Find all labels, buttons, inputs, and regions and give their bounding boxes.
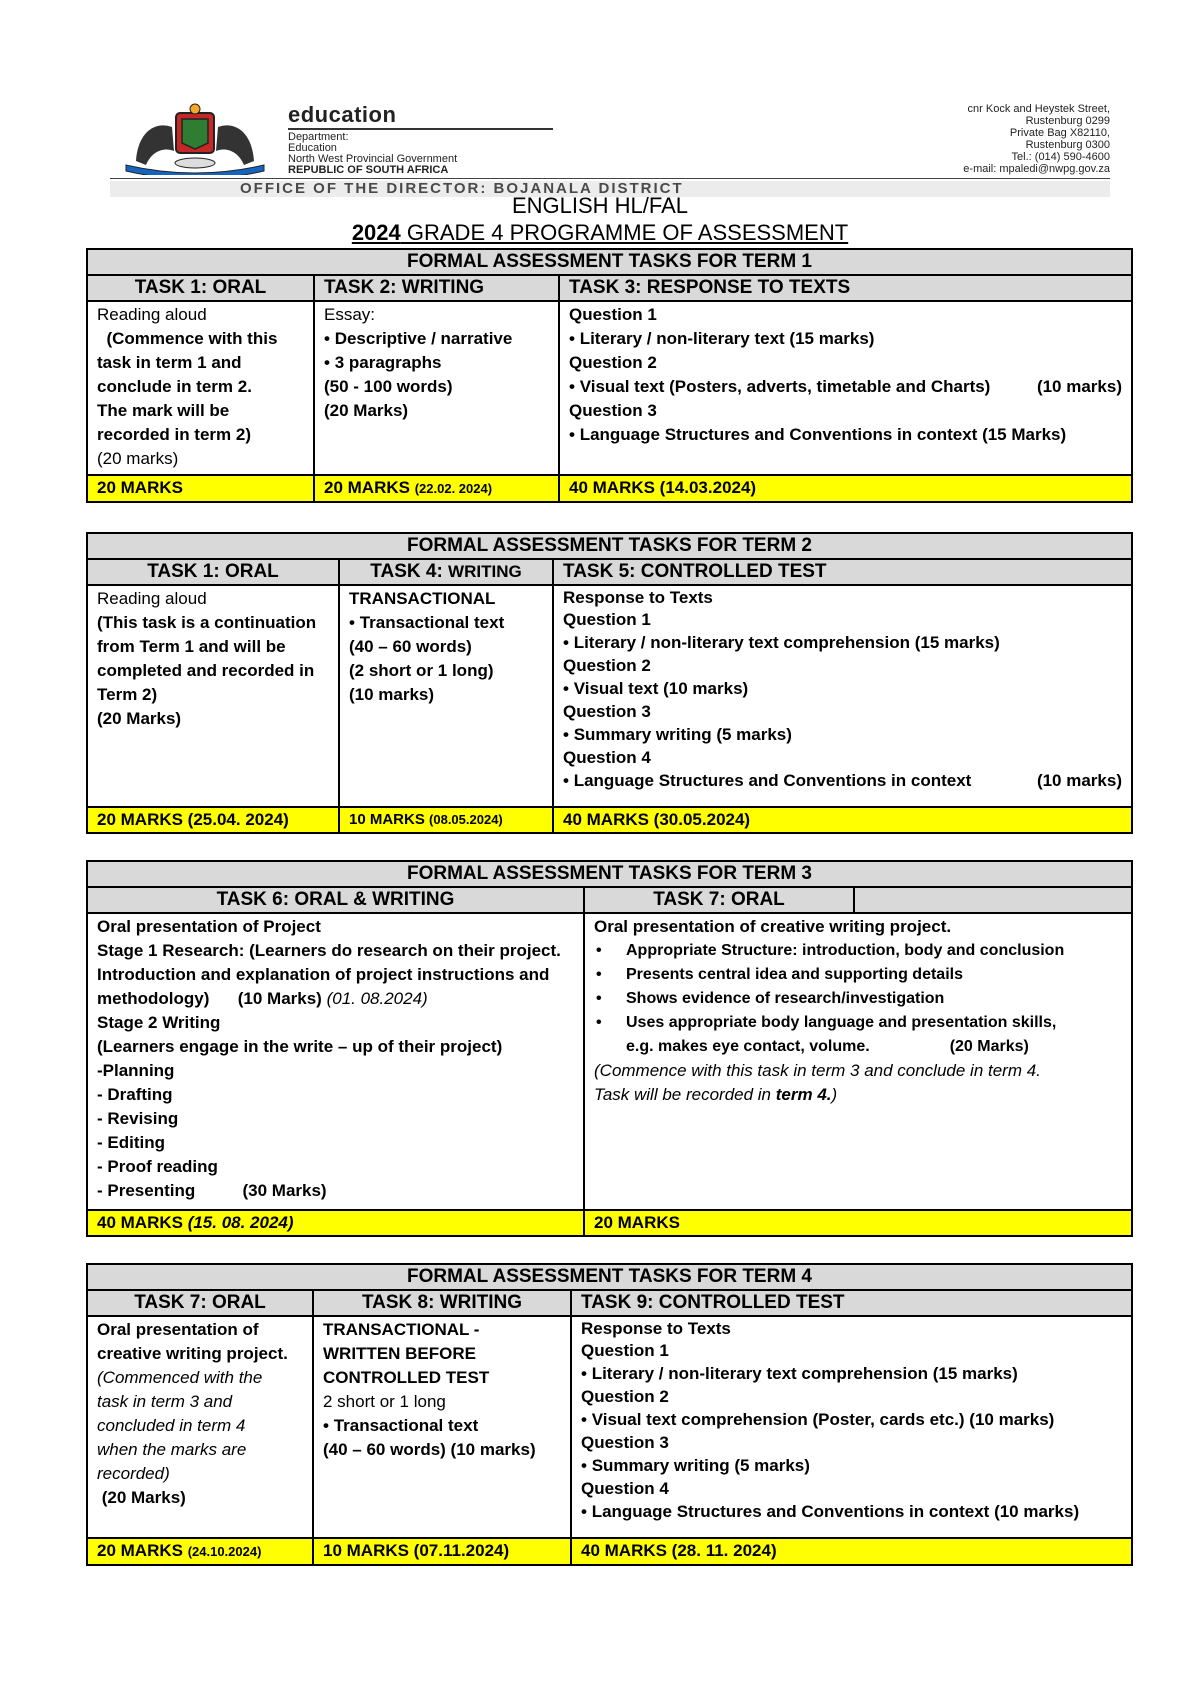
- cell-line: concluded in term 4: [97, 1416, 246, 1435]
- cell-line: methodology): [97, 989, 210, 1008]
- brand-line: Department:: [288, 131, 349, 143]
- marks-text: 10 MARKS: [349, 811, 430, 828]
- bullet-icon: •: [563, 725, 569, 744]
- bullet-icon: •: [569, 329, 575, 348]
- term4-task9-cell: [571, 1316, 1132, 1538]
- cell-line: Language Structures and Conventions in context (15 Marks): [579, 425, 1067, 444]
- brand-divider: [288, 128, 553, 130]
- cell-line: Literary / non-literary text (15 marks): [579, 329, 875, 348]
- bullet-icon: •: [563, 771, 569, 790]
- cell-line: Question 4: [581, 1479, 669, 1498]
- term4-col-task9: TASK 9: CONTROLLED TEST: [571, 1290, 1132, 1316]
- cell-line: The mark will be: [97, 401, 230, 420]
- term4-task7-cell: [87, 1316, 313, 1538]
- term2-col-task1: TASK 1: ORAL: [87, 559, 339, 585]
- cell-line: (Commenced with the: [97, 1368, 263, 1387]
- term1-col-task3: TASK 3: RESPONSE TO TEXTS: [559, 275, 1132, 301]
- cell-line: Response to Texts: [581, 1319, 731, 1338]
- cell-line: Summary writing (5 marks): [573, 725, 792, 744]
- marks-text: 40 MARKS: [97, 1213, 188, 1232]
- term1-marks-task3: 40 MARKS (14.03.2024): [559, 475, 1132, 502]
- term2-task4-cell: [339, 585, 553, 807]
- brand-name: education: [288, 102, 397, 127]
- cell-line: Visual text (10 marks): [573, 679, 749, 698]
- term2-task1-cell: [87, 585, 339, 807]
- address-block: [963, 103, 1110, 175]
- cell-line: (20 Marks): [324, 401, 409, 420]
- cell-line: (10 marks): [349, 685, 435, 704]
- cell-line: Transactional text: [333, 1416, 479, 1435]
- cell-line: Language Structures and Conventions in context: [573, 771, 972, 790]
- cell-line: (40 – 60 words) (10 marks): [323, 1440, 536, 1459]
- term3-table: [86, 860, 1133, 1237]
- bullet-icon: •: [581, 1502, 587, 1521]
- term2-task5-cell: [553, 585, 1132, 807]
- list-item-text: Shows evidence of research/investigation: [626, 990, 945, 1007]
- bullet-icon: •: [581, 1410, 587, 1429]
- cell-line: Stage 2 Writing: [97, 1013, 221, 1032]
- cell-line: conclude in term 2.: [97, 377, 252, 396]
- cell-line: - Drafting: [97, 1085, 173, 1104]
- cell-line: 2 short or 1 long: [323, 1392, 446, 1411]
- cell-line: Essay:: [324, 305, 376, 324]
- cell-line: term 4.: [775, 1085, 832, 1104]
- cell-line: (20 Marks): [97, 1488, 186, 1507]
- term1-marks-task2: [314, 475, 559, 502]
- term3-marks-task7: 20 MARKS: [584, 1210, 1132, 1236]
- address-line: e-mail: mpaledi@nwpg.gov.za: [963, 163, 1110, 175]
- bullet-icon: •: [596, 990, 602, 1007]
- list-item-text: Appropriate Structure: introduction, body and conclusion: [626, 942, 1065, 959]
- cell-line: when the marks are: [97, 1440, 247, 1459]
- brand-line: North West Provincial Government: [288, 153, 458, 165]
- subtitle-year: 2024: [351, 220, 401, 245]
- cell-line: creative writing project.: [97, 1344, 288, 1363]
- cell-line: 3 paragraphs: [334, 353, 442, 372]
- cell-line: Visual text (Posters, adverts, timetable and Charts): [579, 377, 991, 396]
- bullet-icon: •: [324, 353, 330, 372]
- cell-line: - Revising: [97, 1109, 179, 1128]
- cell-line: completed and recorded in: [97, 661, 315, 680]
- cell-marks: (20 Marks): [949, 1038, 1029, 1055]
- cell-line: TRANSACTIONAL -: [323, 1320, 480, 1339]
- term1-task3-cell: [559, 301, 1132, 475]
- list-item-text: e.g. makes eye contact, volume.: [626, 1038, 870, 1055]
- cell-line: task in term 1 and: [97, 353, 242, 372]
- cell-marks: (10 marks): [1036, 377, 1122, 396]
- cell-line: Introduction and explanation of project instructions and: [97, 965, 550, 984]
- address-line: cnr Kock and Heystek Street,: [967, 103, 1110, 115]
- cell-line: Question 2: [581, 1387, 669, 1406]
- office-divider: [110, 178, 1110, 179]
- cell-line: Question 1: [563, 610, 651, 629]
- term1-task1-cell: [87, 301, 314, 475]
- cell-line: (Commence with this task in term 3 and conclude in term 4.: [594, 1061, 1041, 1080]
- cell-line: Language Structures and Conventions in context (10 marks): [591, 1502, 1080, 1521]
- term2-marks-task5: 40 MARKS (30.05.2024): [553, 807, 1132, 833]
- brand-line: Education: [288, 142, 337, 154]
- bullet-icon: •: [569, 425, 575, 444]
- cell-line: Oral presentation of: [97, 1320, 259, 1339]
- cell-line: ): [831, 1085, 838, 1104]
- cell-line: Question 1: [581, 1341, 669, 1360]
- cell-line: (20 Marks): [97, 709, 182, 728]
- bullet-icon: •: [323, 1416, 329, 1435]
- bullet-icon: •: [569, 377, 575, 396]
- cell-marks: (10 marks): [1036, 771, 1122, 790]
- cell-line: Task will be recorded in: [594, 1085, 776, 1104]
- cell-line: Literary / non-literary text comprehension (15 marks): [591, 1364, 1018, 1383]
- document-title: ENGLISH HL/FAL: [511, 193, 689, 218]
- cell-line: Reading aloud: [97, 589, 207, 608]
- term4-col-task7: TASK 7: ORAL: [87, 1290, 313, 1316]
- cell-line: (Learners engage in the write – up of their project): [97, 1037, 503, 1056]
- marks-date: (15. 08. 2024): [187, 1213, 294, 1232]
- bullet-icon: •: [596, 942, 602, 959]
- cell-line: recorded in term 2): [97, 425, 251, 444]
- term1-marks-task1: 20 MARKS: [87, 475, 314, 502]
- list-item: [594, 963, 1122, 987]
- criteria-list: [594, 939, 1122, 1059]
- bullet-icon: •: [563, 633, 569, 652]
- term4-heading: FORMAL ASSESSMENT TASKS FOR TERM 4: [87, 1264, 1132, 1290]
- cell-line: Question 3: [569, 401, 657, 420]
- term4-table: [86, 1263, 1133, 1566]
- term4-col-task8: TASK 8: WRITING: [313, 1290, 571, 1316]
- address-line: Private Bag X82110,: [1009, 127, 1110, 139]
- list-item-text: Uses appropriate body language and presentation skills,: [626, 1014, 1057, 1031]
- term2-table: [86, 532, 1133, 834]
- bullet-icon: •: [596, 966, 602, 983]
- cell-line: TRANSACTIONAL: [349, 589, 496, 608]
- cell-line: Question 3: [581, 1433, 669, 1452]
- term1-task2-cell: [314, 301, 559, 475]
- term2-heading: FORMAL ASSESSMENT TASKS FOR TERM 2: [87, 533, 1132, 559]
- col-label: TASK 4:: [370, 561, 449, 582]
- cell-line: - Editing: [97, 1133, 165, 1152]
- cell-line: - Presenting: [97, 1181, 196, 1200]
- cell-date: (01. 08.2024): [326, 989, 428, 1008]
- cell-marks: (10 Marks): [237, 989, 322, 1008]
- term2-marks-task4: [339, 807, 553, 833]
- term1-table: [86, 248, 1133, 503]
- marks-date: (24.10.2024): [187, 1544, 262, 1559]
- cell-line: CONTROLLED TEST: [323, 1368, 490, 1387]
- term3-task7-cell: [584, 913, 1132, 1210]
- marks-text: 20 MARKS: [324, 478, 410, 497]
- list-item: [594, 939, 1122, 963]
- office-banner: OFFICE OF THE DIRECTOR: BOJANALA DISTRICT: [110, 181, 1110, 197]
- cell-line: Term 2): [97, 685, 158, 704]
- cell-line: Summary writing (5 marks): [591, 1456, 810, 1475]
- term3-col-task6: TASK 6: ORAL & WRITING: [87, 887, 584, 913]
- list-item: [594, 987, 1122, 1011]
- bullet-icon: •: [349, 613, 355, 632]
- cell-line: Oral presentation of creative writing project.: [594, 917, 952, 936]
- brand-country: REPUBLIC OF SOUTH AFRICA: [288, 164, 449, 176]
- address-line: Rustenburg 0299: [1025, 115, 1110, 127]
- cell-line: Response to Texts: [563, 588, 713, 607]
- cell-line: (2 short or 1 long): [349, 661, 494, 680]
- term4-marks-task8: 10 MARKS (07.11.2024): [313, 1538, 571, 1565]
- list-item: [594, 1035, 1122, 1059]
- cell-line: Transactional text: [359, 613, 505, 632]
- cell-line: Oral presentation of Project: [97, 917, 321, 936]
- bullet-icon: •: [596, 1014, 602, 1031]
- cell-line: Reading aloud: [97, 305, 207, 324]
- term2-marks-task1: 20 MARKS (25.04. 2024): [87, 807, 339, 833]
- term4-task8-cell: [313, 1316, 571, 1538]
- brand-block: [288, 102, 553, 176]
- term1-col-task2: TASK 2: WRITING: [314, 275, 559, 301]
- cell-line: (40 – 60 words): [349, 637, 472, 656]
- cell-line: Visual text comprehension (Poster, cards etc.) (10 marks): [591, 1410, 1055, 1429]
- address-line: Rustenburg 0300: [1025, 139, 1110, 151]
- cell-line: (Commence with this: [97, 329, 278, 348]
- bullet-icon: •: [563, 679, 569, 698]
- term3-heading: FORMAL ASSESSMENT TASKS FOR TERM 3: [87, 861, 1132, 887]
- term1-heading: FORMAL ASSESSMENT TASKS FOR TERM 1: [87, 249, 1132, 275]
- term3-col-task7: TASK 7: ORAL: [584, 887, 854, 913]
- document-subtitle: [0, 220, 1200, 246]
- term3-col-empty: [854, 887, 1132, 913]
- cell-line: (50 - 100 words): [324, 377, 453, 396]
- marks-date: (22.02. 2024): [414, 481, 493, 496]
- bullet-icon: •: [581, 1456, 587, 1475]
- cell-line: Question 2: [563, 656, 651, 675]
- cell-line: Literary / non-literary text comprehension (15 marks): [573, 633, 1000, 652]
- marks-date: (08.05.2024): [429, 812, 503, 827]
- cell-line: WRITTEN BEFORE: [323, 1344, 476, 1363]
- cell-line: - Proof reading: [97, 1157, 218, 1176]
- cell-line: Stage 1 Research: (Learners do research on their project.: [97, 941, 561, 960]
- cell-line: Question 3: [563, 702, 651, 721]
- cell-line: Question 4: [563, 748, 651, 767]
- term2-col-task4: [339, 559, 553, 585]
- cell-line: (This task is a continuation: [97, 613, 317, 632]
- cell-marks: (30 Marks): [242, 1181, 327, 1200]
- term3-marks-task6: [87, 1210, 584, 1236]
- cell-line: Question 1: [569, 305, 657, 324]
- cell-line: from Term 1 and will be: [97, 637, 286, 656]
- list-item: [594, 1011, 1122, 1035]
- col-label: WRITING: [448, 562, 522, 581]
- term1-col-task1: TASK 1: ORAL: [87, 275, 314, 301]
- marks-text: 20 MARKS: [97, 1541, 188, 1560]
- bullet-icon: •: [581, 1364, 587, 1383]
- cell-line: -Planning: [97, 1061, 175, 1080]
- term2-col-task5: TASK 5: CONTROLLED TEST: [553, 559, 1132, 585]
- term3-task6-cell: [87, 913, 584, 1210]
- list-item-text: Presents central idea and supporting details: [626, 966, 963, 983]
- bullet-icon: •: [324, 329, 330, 348]
- subtitle-text: GRADE 4 PROGRAMME OF ASSESSMENT: [400, 220, 849, 245]
- cell-line: Question 2: [569, 353, 657, 372]
- letterhead: [110, 95, 1110, 195]
- cell-line: Descriptive / narrative: [334, 329, 513, 348]
- cell-line: task in term 3 and: [97, 1392, 233, 1411]
- coat-of-arms-icon: [116, 101, 274, 175]
- cell-line: recorded): [97, 1464, 170, 1483]
- term4-marks-task9: 40 MARKS (28. 11. 2024): [571, 1538, 1132, 1565]
- term4-marks-task7: [87, 1538, 313, 1565]
- address-line: Tel.: (014) 590-4600: [1011, 151, 1110, 163]
- cell-line: (20 marks): [97, 449, 179, 468]
